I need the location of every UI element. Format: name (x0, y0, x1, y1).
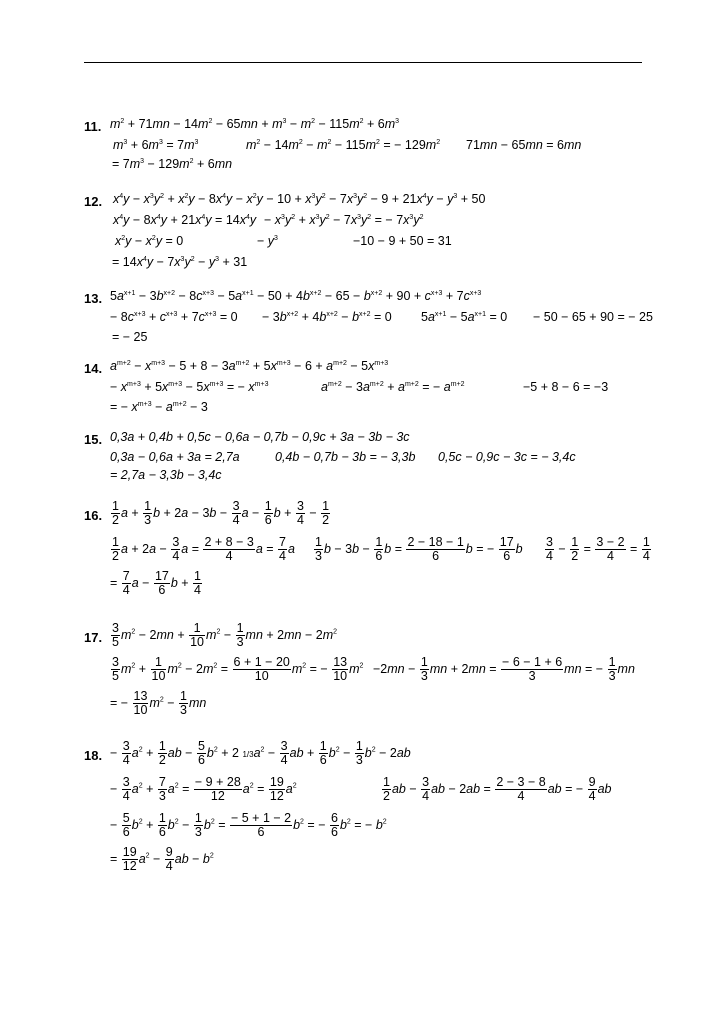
problem-14-line-2b: $a^{m+2} - 3a^{m+2} + a^{m+2}$ = − $a^{m+2}$ (321, 380, 465, 394)
problem-13-line-2c: $5a^{x+1} - 5a^{x+1} = 0$ (421, 310, 508, 324)
problem-number-15: 15. (84, 432, 103, 447)
problem-14-line-1: $a^{m+2} - x^{m+3} - 5 + 8 - 3a^{m+2} + 5x^{m+3} - 6 + a^{m+2} - 5x^{m+3}$ (110, 359, 389, 373)
problem-13-result: = − 25 (112, 330, 148, 344)
problem-18-line-3: − $\frac{5}{6}$ $b^2$ + $\frac{1}{6}$ $b^2$ − $\frac{1}{3}$ $b^2$ = $\frac{- 5 + 1 - 2}{6}$ $b^2$ = − $\frac{6}{6}$ $b^2$ = − $b^2$ (110, 811, 387, 839)
problem-18-line-2b: $\frac{1}{2}$ ab − $\frac{3}{4}$ ab − 2ab = $\frac{2 - 3 - 8}{4}$ ab = − $\frac{9}{4}$ ab (383, 775, 612, 803)
problem-16-result: = $\frac{7}{4}$ a − $\frac{17}{6}$ b + $\frac{1}{4}$ (110, 569, 201, 597)
problem-12-line-2a: $x^4y - 8x^4y + 21x^4y = 14x^4y$ (113, 213, 257, 227)
problem-12-line-3c: −10 − 9 + 50 = 31 (353, 234, 452, 248)
problem-16-line-2a: $\frac{1}{2}$ a + 2a − $\frac{3}{4}$ a = $\frac{2 + 8 - 3}{4}$ a = $\frac{7}{4}$ a (112, 535, 295, 563)
problem-18-result: = $\frac{19}{12}$ $a^2$ − $\frac{9}{4}$ ab − $b^2$ (110, 845, 214, 873)
problem-13-line-2d: − 50 − 65 + 90 = − 25 (533, 310, 653, 324)
problem-18-line-1: − $\frac{3}{4}$ $a^2$ + $\frac{1}{2}$ ab − $\frac{5}{6}$ $b^2 + 2$ $1/3a^2$ − $\frac{3}{4}$ ab + $\frac{1}{6}$ $b^2$ − $\frac{1}{3}$ $b^2 - 2ab$ (110, 739, 411, 767)
problem-15-line-2b: 0,4b − 0,7b − 3b = − 3,3b (275, 450, 416, 464)
problem-13-line-2a: − $8c^{x+3} + c^{x+3} + 7c^{x+3} = 0$ (110, 310, 238, 324)
problem-15-result: = 2,7a − 3,3b − 3,4c (110, 468, 222, 482)
problem-11-line-2c: 71mn − 65mn = 6mn (466, 138, 582, 152)
problem-number-17: 17. (84, 630, 103, 645)
problem-12-line-1: $x^4y - x^3y^2 + x^2y - 8x^4y - x^2y - 10 + x^3y^2 - 7x^3y^2 - 9 + 21x^4y - y^3 + 50$ (113, 192, 486, 206)
problem-15-line-1: 0,3a + 0,4b + 0,5c − 0,6a − 0,7b − 0,9c + 3a − 3b − 3c (110, 430, 410, 444)
problem-number-12: 12. (84, 194, 103, 209)
problem-17-line-2b: −2mn − $\frac{1}{3}$ mn + 2mn = $\frac{- 6 - 1 + 6}{3}$ mn = − $\frac{1}{3}$ mn (373, 655, 635, 683)
problem-12-line-3b: − $y^3$ (257, 234, 278, 248)
problem-15-line-2c: 0,5c − 0,9c − 3c = − 3,4c (438, 450, 576, 464)
problem-14-line-2c: −5 + 8 − 6 = −3 (523, 380, 609, 394)
problem-12-result: = $14x^4y - 7x^3y^2 - y^3 + 31$ (112, 255, 248, 269)
problem-11-line-1: $m^2 + 71mn - 14m^2 - 65mn + m^3 - m^2 - 115m^2 + 6m^3$ (110, 117, 400, 131)
problem-16-line-2c: $\frac{3}{4}$ − $\frac{1}{2}$ = $\frac{3 - 2}{4}$ = $\frac{1}{4}$ (546, 535, 650, 563)
problem-15-line-2a: 0,3a − 0,6a + 3a = 2,7a (110, 450, 240, 464)
problem-12-line-2b: − $x^3y^2 + x^3y^2 - 7x^3y^2$ = − $7x^3y^2$ (264, 213, 424, 227)
problem-17-result: = − $\frac{13}{10}$ $m^2$ − $\frac{1}{3}$ mn (110, 689, 207, 717)
problem-number-18: 18. (84, 748, 103, 763)
problem-11-line-2b: $m^2 - 14m^2 - m^2 - 115m^2$ = − $129m^2$ (246, 138, 441, 152)
problem-13-line-2b: − $3b^{x+2} + 4b^{x+2} - b^{x+2} = 0$ (262, 310, 392, 324)
problem-17-line-2a: $\frac{3}{5}$ $m^2$ + $\frac{1}{10}$ $m^2 - 2m^2$ = $\frac{6 + 1 - 20}{10}$ $m^2$ = − $\frac{13}{10}$ $m^2$ (112, 655, 364, 683)
problem-17-line-1: $\frac{3}{5}$ $m^2 - 2mn$ + $\frac{1}{10}$ $m^2$ − $\frac{1}{3}$ mn + $2mn - 2m^2$ (112, 621, 338, 649)
problem-14-result: = − $x^{m+3} - a^{m+2} - 3$ (110, 400, 208, 414)
problem-16-line-2b: $\frac{1}{3}$ b − 3b − $\frac{1}{6}$ b = $\frac{2 - 18 - 1}{6}$ b = − $\frac{17}{6}$ b (315, 535, 523, 563)
problem-11-result: = $7m^3 - 129m^2 + 6mn$ (112, 157, 233, 171)
problem-11-line-2a: $m^3 + 6m^3 = 7m^3$ (113, 138, 199, 152)
problem-16-line-1: $\frac{1}{2}$ a + $\frac{1}{3}$ b + 2a − 3b − $\frac{3}{4}$ a − $\frac{1}{6}$ b + $\frac{3}{4}$ − $\frac{1}{2}$ (112, 499, 330, 527)
problem-number-16: 16. (84, 508, 103, 523)
problem-number-14: 14. (84, 361, 103, 376)
problem-18-line-2a: − $\frac{3}{4}$ $a^2$ + $\frac{7}{3}$ $a^2$ = $\frac{- 9 + 28}{12}$ $a^2$ = $\frac{19}{12}$ $a^2$ (110, 775, 297, 803)
problem-12-line-3a: $x^2y - x^2y = 0$ (115, 234, 184, 248)
problem-14-line-2a: − $x^{m+3} + 5x^{m+3} - 5x^{m+3}$ = − $x^{m+3}$ (110, 380, 269, 394)
problem-13-line-1: $5a^{x+1} - 3b^{x+2} - 8c^{x+3} - 5a^{x+1} - 50 + 4b^{x+2} - 65 - b^{x+2} + 90 + c^{x+3} + 7c^{x+3}$ (110, 289, 482, 303)
header-rule (84, 62, 642, 63)
problem-number-13: 13. (84, 291, 103, 306)
problem-number-11: 11. (84, 119, 102, 134)
